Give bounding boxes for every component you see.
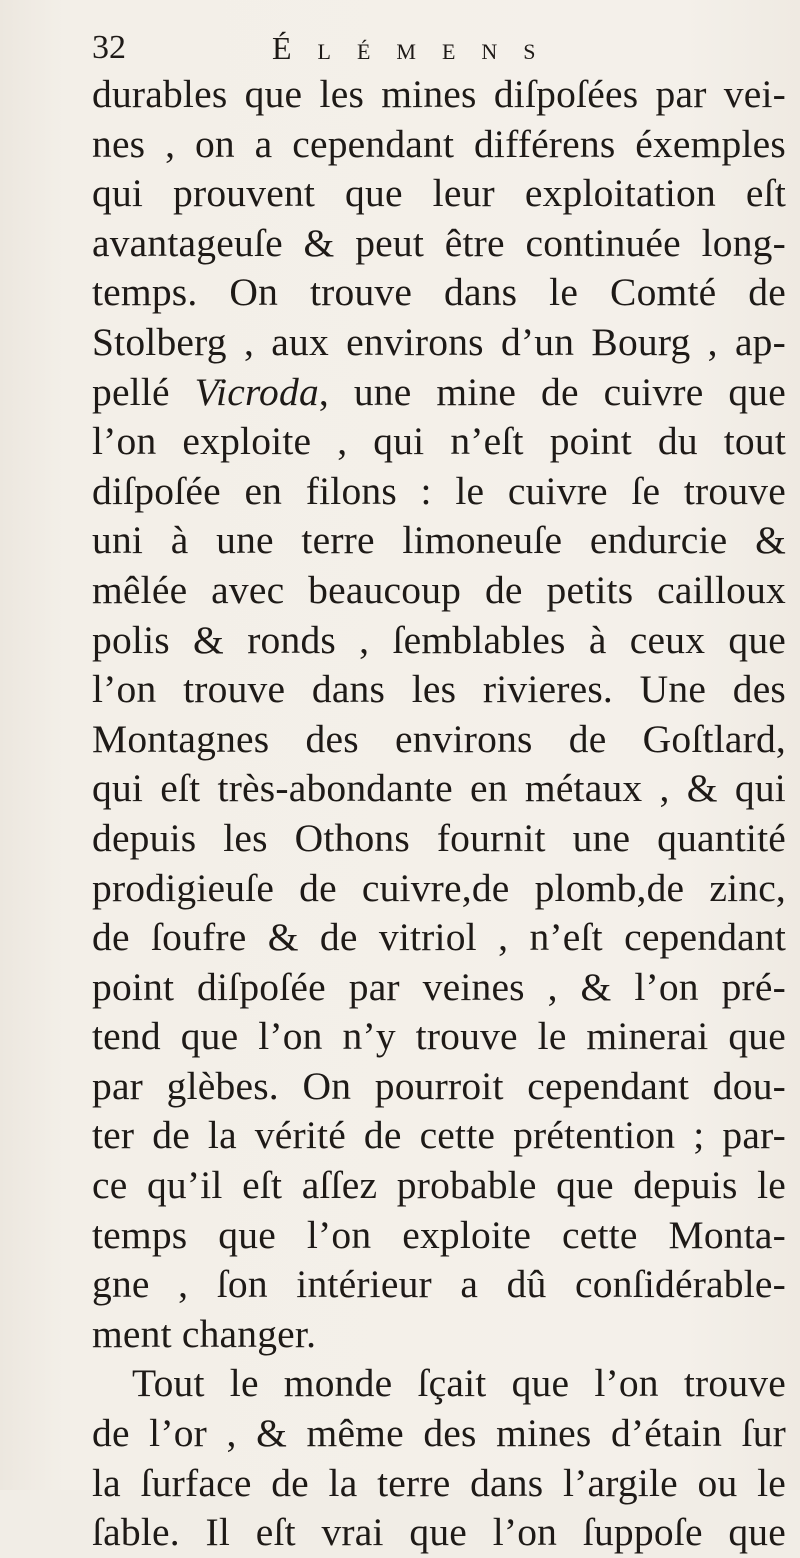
text-line: de ſoufre & de vitriol , n’eſt cependant — [92, 915, 786, 960]
page-header — [92, 26, 712, 70]
text-segment: , une mine de cuivre que — [318, 369, 786, 414]
text-line: Stolberg , aux environs d’un Bourg , ap- — [92, 319, 786, 364]
text-line: depuis les Othons fournit une quantité — [92, 815, 786, 860]
place-name-italic: Vicroda — [194, 369, 319, 414]
text-line: l’on trouve dans les rivieres. Une des — [92, 667, 786, 712]
text-line-vicroda — [92, 368, 786, 418]
text-line: Tout le monde ſçait que l’on trouve — [132, 1361, 786, 1406]
text-line: gne , ſon intérieur a dû conſidérable- — [92, 1262, 786, 1307]
text-line: la ſurface de la terre dans l’argile ou le — [92, 1460, 786, 1505]
text-line: par glèbes. On pourroit cependant dou- — [92, 1063, 786, 1108]
text-line: temps. On trouve dans le Comté de — [92, 270, 786, 315]
body-text — [92, 70, 786, 1558]
text-line: durables que les mines diſpoſées par vei- — [92, 72, 786, 116]
text-line: nes , on a cependant différens éxemples — [92, 121, 786, 166]
text-line: polis & ronds , ſemblables à ceux que — [92, 617, 786, 662]
text-line: qui prouvent que leur exploitation eſt — [92, 171, 786, 216]
text-line: prodigieuſe de cuivre,de plomb,de zinc, — [92, 865, 786, 910]
text-segment: pellé — [92, 369, 195, 414]
text-line: mêlée avec beaucoup de petits cailloux — [92, 567, 786, 612]
text-line: ſable. Il eſt vrai que l’on ſuppoſe que — [92, 1510, 786, 1555]
text-line: uni à une terre limoneuſe endurcie & — [92, 518, 786, 563]
text-line: point diſpoſée par veines , & l’on pré- — [92, 964, 786, 1009]
text-line: de l’or , & même des mines d’étain ſur — [92, 1411, 786, 1456]
text-line: ce qu’il eſt aſſez probable que depuis le — [92, 1163, 786, 1208]
text-line: Montagnes des environs de Goſtlard, — [92, 716, 786, 761]
text-line: qui eſt très-abondante en métaux , & qui — [92, 766, 786, 811]
page-number: 32 — [92, 29, 126, 66]
text-line: l’on exploite , qui n’eſt point du tout — [92, 419, 786, 464]
text-line: tend que l’on n’y trouve le minerai que — [92, 1014, 786, 1059]
text-line: avantageuſe & peut être continuée long- — [92, 220, 786, 265]
text-line: ter de la vérité de cette prétention ; par- — [92, 1113, 786, 1158]
text-line: diſpoſée en filons : le cuivre ſe trouve — [92, 468, 786, 513]
text-line: ment changer. — [92, 1311, 317, 1356]
running-title: Élémens — [272, 30, 562, 66]
text-line: temps que l’on exploite cette Monta- — [92, 1212, 786, 1257]
